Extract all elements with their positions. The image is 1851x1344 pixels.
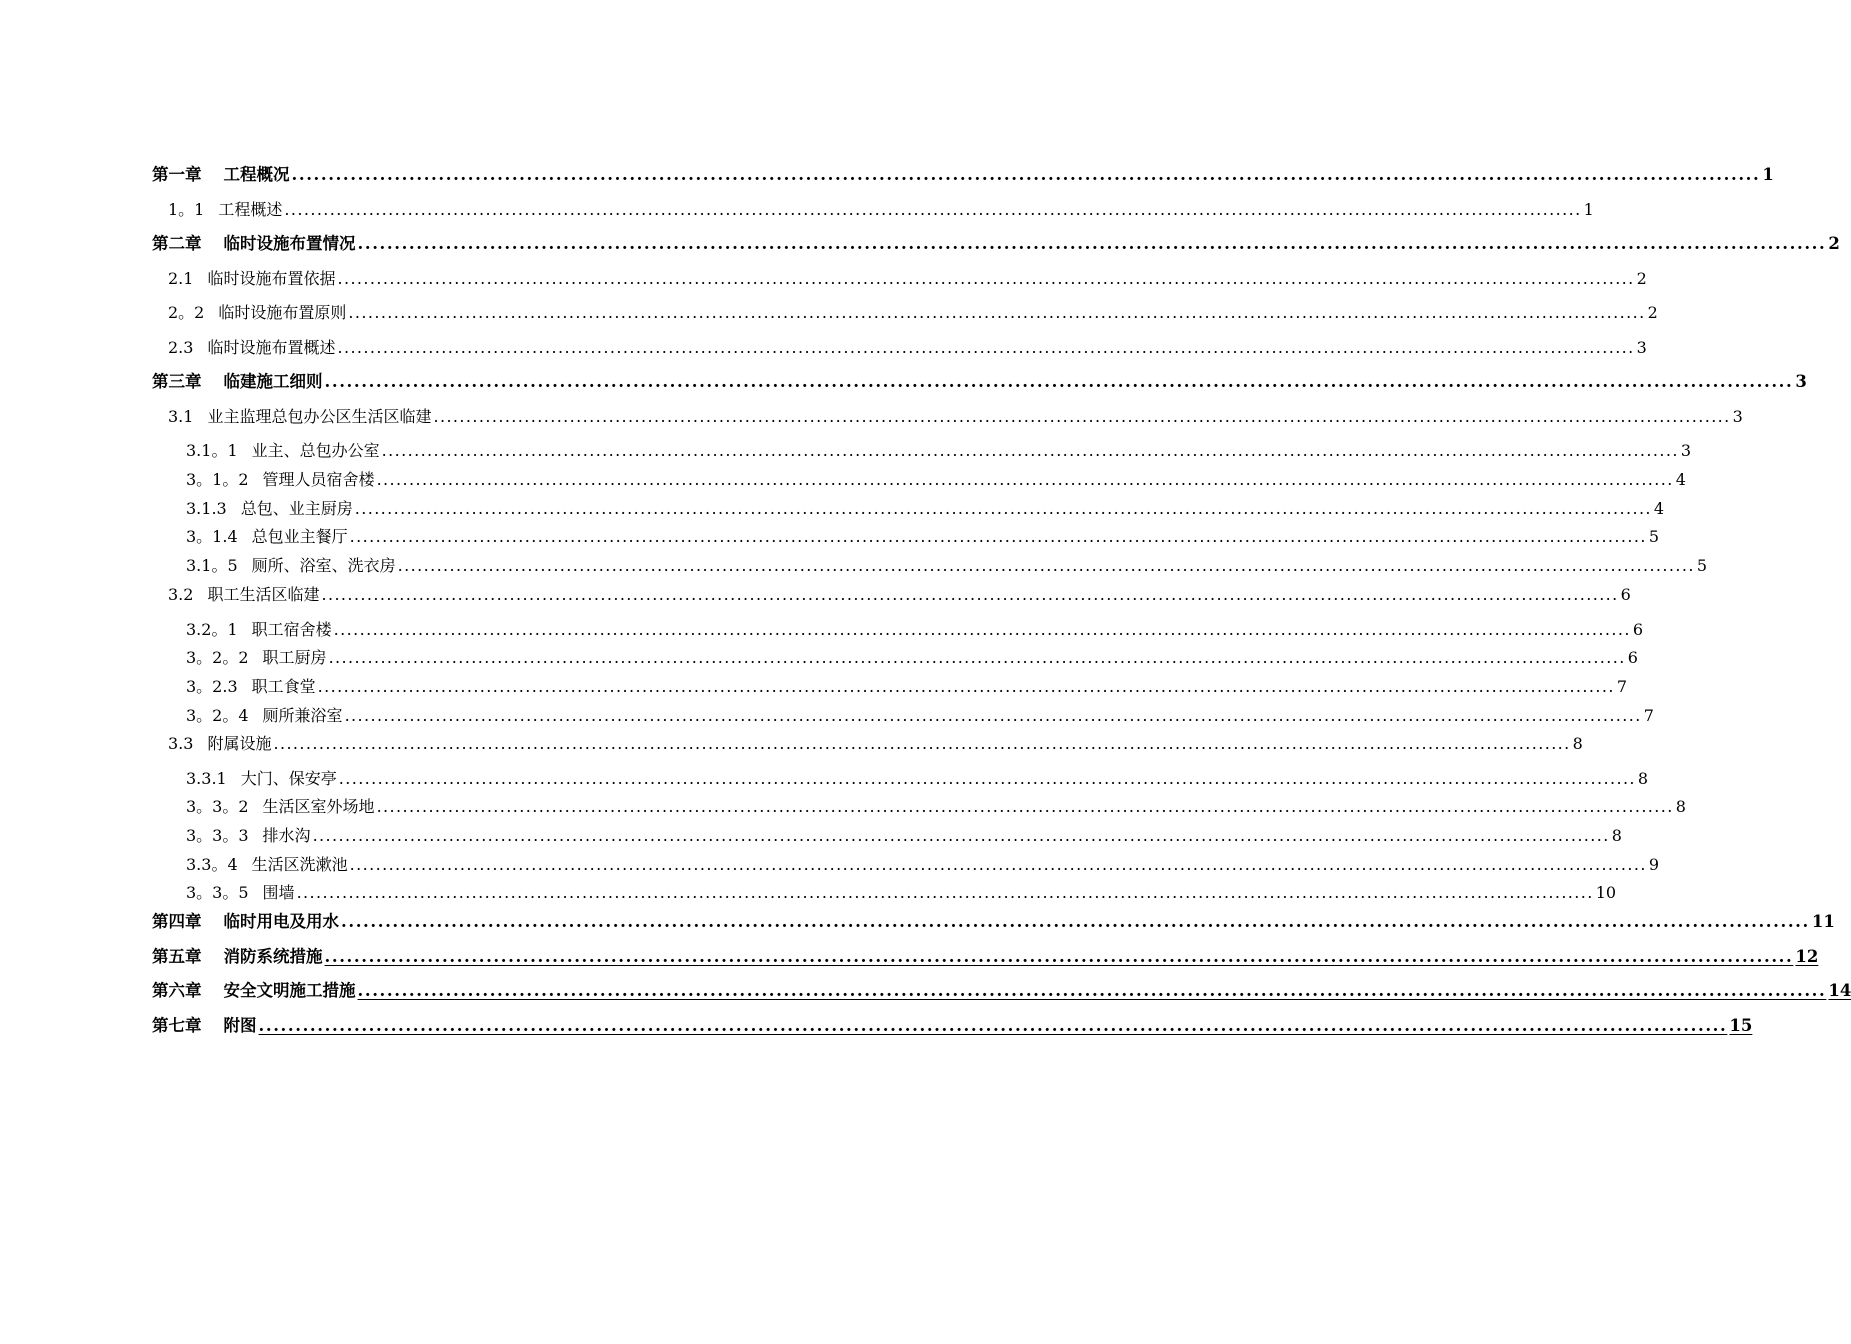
toc-dot-leader: ........................................................................................................................................................................................................ [333, 620, 1631, 639]
toc-entry-title: 大门、保安亭 [240, 769, 337, 788]
toc-dot-leader: ........................................................................................................................................................................................................ [341, 912, 1810, 931]
toc-page-number: 8 [1637, 769, 1649, 788]
toc-dot-leader: ........................................................................................................................................................................................................ [324, 372, 1794, 391]
toc-entry-title: 总包业主餐厅 [251, 527, 348, 546]
toc-dot-leader: ........................................................................................................................................................................................................ [348, 303, 1646, 322]
toc-entry-title: 管理人员宿舍楼 [262, 470, 375, 489]
toc-page-number: 5 [1696, 556, 1708, 575]
toc-dot-leader: ........................................................................................................................................................................................................ [357, 981, 1827, 1000]
toc-dot-leader: ........................................................................................................................................................................................................ [321, 585, 1619, 604]
toc-dot-leader: ........................................................................................................................................................................................................ [337, 338, 1635, 357]
toc-entry[interactable] [186, 701, 1654, 727]
toc-page-number: 6 [1620, 585, 1631, 604]
toc-page-number: 3 [1732, 407, 1743, 426]
toc-entry[interactable] [186, 465, 1686, 491]
toc-entry-title: 厕所兼浴室 [262, 706, 343, 725]
toc-page-number: 7 [1616, 677, 1628, 696]
toc-dot-leader: ........................................................................................................................................................................................................ [433, 407, 1731, 426]
toc-entry-title: 业主监理总包办公区生活区临建 [207, 407, 432, 426]
toc-entry[interactable] [168, 333, 1647, 359]
toc-entry[interactable] [168, 402, 1743, 428]
toc-entry-title: 临时设施布置原则 [218, 303, 347, 322]
toc-entry-number: 3.1.3 [186, 499, 227, 518]
toc-entry[interactable] [186, 878, 1617, 904]
toc-entry-title: 职工生活区临建 [207, 585, 320, 604]
toc-page-number: 3 [1795, 372, 1807, 391]
toc-dot-leader: ........................................................................................................................................................................................................ [354, 499, 1652, 518]
toc-dot-leader: ........................................................................................................................................................................................................ [357, 234, 1827, 253]
toc-entry[interactable] [186, 643, 1638, 669]
toc-entry[interactable] [168, 729, 1583, 755]
toc-dot-leader: ........................................................................................................................................................................................................ [317, 677, 1615, 696]
toc-entry[interactable] [152, 907, 1835, 933]
toc-entry-number: 第二章 [152, 234, 202, 253]
toc-page-number: 2 [1828, 234, 1840, 253]
toc-entry-number: 3.2 [168, 585, 194, 604]
toc-dot-leader: ........................................................................................................................................................................................................ [344, 706, 1642, 725]
toc-entry-number: 3.3.1 [186, 769, 227, 788]
toc-dot-leader: ........................................................................................................................................................................................................ [381, 441, 1679, 460]
toc-entry-number: 3。3。3 [186, 826, 249, 845]
toc-entry-number: 3.1。5 [186, 556, 238, 575]
toc-entry-number: 3。1。2 [186, 470, 249, 489]
toc-dot-leader: ........................................................................................................................................................................................................ [349, 527, 1647, 546]
toc-entry-title: 职工食堂 [251, 677, 316, 696]
toc-entry-title: 临时用电及用水 [223, 912, 339, 931]
toc-entry-number: 3。1.4 [186, 527, 238, 546]
toc-entry-title: 职工宿舍楼 [251, 620, 332, 639]
toc-dot-leader: ........................................................................................................................................................................................................ [324, 947, 1794, 966]
toc-page-number: 14 [1828, 981, 1851, 1000]
toc-entry-title: 业主、总包办公室 [251, 441, 380, 460]
toc-entry-number: 3。2。2 [186, 648, 249, 667]
toc-entry-number: 3。3。2 [186, 797, 249, 816]
toc-page-number: 3 [1636, 338, 1647, 357]
toc-entry[interactable] [152, 229, 1840, 255]
toc-entry-number: 3。2。4 [186, 706, 249, 725]
toc-page-number: 3 [1680, 441, 1692, 460]
toc-entry[interactable] [186, 436, 1692, 462]
toc-page-number: 8 [1572, 734, 1583, 753]
toc-entry-number: 1。1 [168, 200, 205, 219]
toc-entry-number: 3.2。1 [186, 620, 238, 639]
toc-entry-number: 3.3。4 [186, 855, 238, 874]
toc-entry[interactable] [152, 942, 1819, 968]
toc-entry[interactable] [186, 494, 1665, 520]
toc-entry-title: 生活区洗漱池 [251, 855, 348, 874]
toc-entry[interactable] [168, 298, 1658, 324]
toc-page-number: 5 [1648, 527, 1660, 546]
toc-dot-leader: ........................................................................................................................................................................................................ [296, 883, 1594, 902]
toc-entry-number: 第六章 [152, 981, 202, 1000]
toc-entry-title: 临时设施布置依据 [207, 269, 336, 288]
toc-entry-title: 生活区室外场地 [262, 797, 375, 816]
toc-page-number: 6 [1632, 620, 1644, 639]
toc-entry-number: 2.3 [168, 338, 194, 357]
toc-entry[interactable] [152, 1011, 1753, 1037]
toc-entry-title: 临时设施布置概述 [207, 338, 336, 357]
toc-entry-number: 3。2.3 [186, 677, 238, 696]
toc-entry[interactable] [152, 976, 1851, 1002]
toc-dot-leader: ........................................................................................................................................................................................................ [284, 200, 1582, 219]
toc-dot-leader: ........................................................................................................................................................................................................ [376, 470, 1674, 489]
toc-page-number: 6 [1627, 648, 1638, 667]
toc-page-number: 9 [1648, 855, 1660, 874]
toc-page-number: 2 [1647, 303, 1658, 322]
toc-dot-leader: ........................................................................................................................................................................................................ [328, 648, 1626, 667]
toc-entry-title: 工程概况 [223, 165, 290, 184]
toc-page-number: 11 [1811, 912, 1835, 931]
toc-entry-title: 厕所、浴室、洗衣房 [251, 556, 396, 575]
toc-entry-number: 第一章 [152, 165, 202, 184]
toc-page-number: 10 [1595, 883, 1617, 902]
toc-dot-leader: ........................................................................................................................................................................................................ [258, 1016, 1728, 1035]
toc-page-number: 4 [1653, 499, 1665, 518]
toc-entry-title: 附属设施 [207, 734, 272, 753]
toc-dot-leader: ........................................................................................................................................................................................................ [397, 556, 1695, 575]
toc-entry-title: 职工厨房 [262, 648, 327, 667]
toc-entry-title: 临时设施布置情况 [223, 234, 356, 253]
toc-entry-title: 工程概述 [218, 200, 283, 219]
toc-dot-leader: ........................................................................................................................................................................................................ [337, 269, 1635, 288]
toc-page-number: 7 [1643, 706, 1654, 725]
toc-entry[interactable] [186, 821, 1622, 847]
toc-entry[interactable] [186, 792, 1686, 818]
toc-dot-leader: ........................................................................................................................................................................................................ [349, 855, 1647, 874]
toc-entry-number: 3.3 [168, 734, 194, 753]
toc-entry[interactable] [168, 264, 1647, 290]
toc-dot-leader: ........................................................................................................................................................................................................ [273, 734, 1571, 753]
toc-dot-leader: ........................................................................................................................................................................................................ [376, 797, 1674, 816]
toc-entry-number: 3。3。5 [186, 883, 249, 902]
toc-dot-leader: ........................................................................................................................................................................................................ [291, 165, 1761, 184]
toc-entry-title: 临建施工细则 [223, 372, 323, 391]
toc-entry-number: 第五章 [152, 947, 202, 966]
toc-page-number: 4 [1675, 470, 1686, 489]
toc-entry[interactable] [152, 367, 1807, 393]
toc-entry-title: 总包、业主厨房 [240, 499, 353, 518]
toc-entry-title: 排水沟 [262, 826, 311, 845]
toc-page-number: 8 [1675, 797, 1686, 816]
toc-entry[interactable] [152, 160, 1774, 186]
toc-entry-number: 第三章 [152, 372, 202, 391]
toc-page-number: 12 [1795, 947, 1819, 966]
toc-page-number: 1 [1762, 165, 1774, 184]
toc-entry-number: 2。2 [168, 303, 205, 322]
toc-entry[interactable] [186, 672, 1628, 698]
toc-entry[interactable] [186, 850, 1660, 876]
toc-entry[interactable] [186, 522, 1660, 548]
toc-dot-leader: ........................................................................................................................................................................................................ [312, 826, 1610, 845]
toc-entry-number: 第四章 [152, 912, 202, 931]
toc-dot-leader: ........................................................................................................................................................................................................ [338, 769, 1636, 788]
toc-entry-number: 3.1 [168, 407, 194, 426]
toc-page-number: 15 [1729, 1016, 1753, 1035]
toc-entry-number: 3.1。1 [186, 441, 238, 460]
toc-entry-title: 消防系统措施 [223, 947, 323, 966]
toc-entry-title: 附图 [223, 1016, 257, 1035]
toc-entry-title: 围墙 [262, 883, 295, 902]
toc-entry-number: 2.1 [168, 269, 194, 288]
toc-page-number: 8 [1611, 826, 1622, 845]
toc-entry[interactable] [186, 764, 1649, 790]
toc-entry[interactable] [168, 195, 1594, 221]
toc-entry[interactable] [168, 580, 1631, 606]
toc-entry-number: 第七章 [152, 1016, 202, 1035]
toc-page-number: 2 [1636, 269, 1647, 288]
toc-page-number: 1 [1583, 200, 1594, 219]
toc-entry[interactable] [186, 615, 1644, 641]
toc-entry[interactable] [186, 551, 1708, 577]
toc-entry-title: 安全文明施工措施 [223, 981, 356, 1000]
